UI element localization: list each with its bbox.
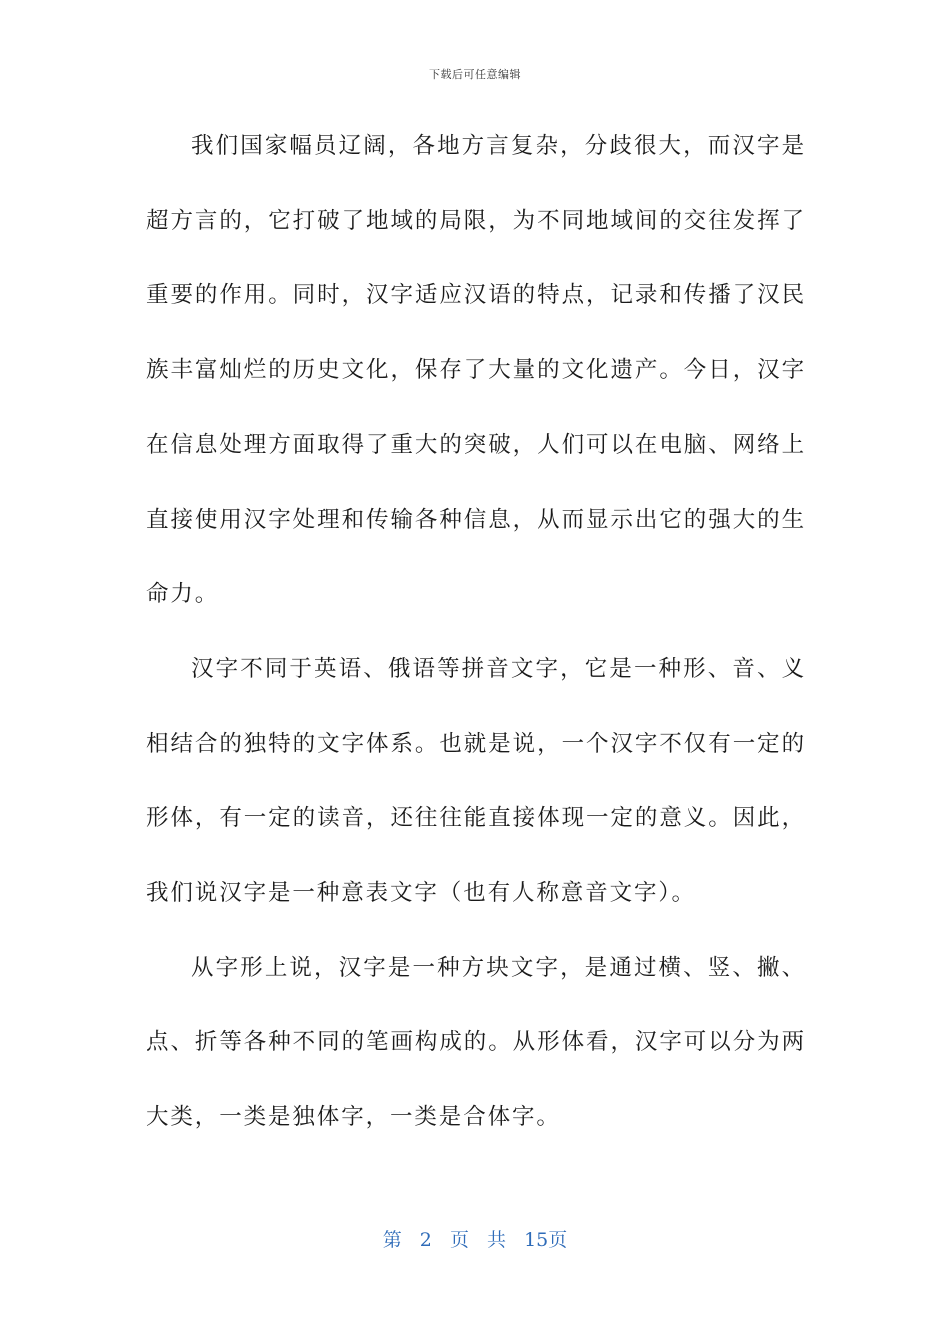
page-header (0, 66, 950, 82)
header-note: 下载后可任意编辑 (429, 68, 521, 81)
page-prefix: 第 (382, 1229, 402, 1251)
page-word: 页 (449, 1229, 469, 1251)
total-pages: 15页 (524, 1229, 568, 1251)
page-footer (0, 1225, 950, 1252)
paragraph: 我们国家幅员辽阔，各地方言复杂，分歧很大，而汉字是超方言的，它打破了地域的局限，为不同地域间的交往发挥了重要的作用。同时，汉字适应汉语的特点，记录和传播了汉民族丰富灿烂的历史文化，保存了大量的文化遗产。今日，汉字在信息处理方面取得了重大的突破，人们可以在电脑、网络上直接使用汉字处理和传输各种信息，从而显示出它的强大的生命力。 (146, 133, 806, 608)
paragraph: 从字形上说，汉字是一种方块文字，是通过横、竖、撇、点、折等各种不同的笔画构成的。从形体看，汉字可以分为两大类，一类是独体字，一类是合体字。 (146, 954, 806, 1131)
paragraph: 汉字不同于英语、俄语等拼音文字，它是一种形、音、义相结合的独特的文字体系。也就是说，一个汉字不仅有一定的形体，有一定的读音，还往往能直接体现一定的意义。因此，我们说汉字是一种意表文字（也有人称意音文字）。 (146, 655, 806, 907)
document-body (146, 109, 806, 1155)
total-prefix: 共 (487, 1229, 507, 1251)
current-page-number: 2 (419, 1229, 432, 1251)
